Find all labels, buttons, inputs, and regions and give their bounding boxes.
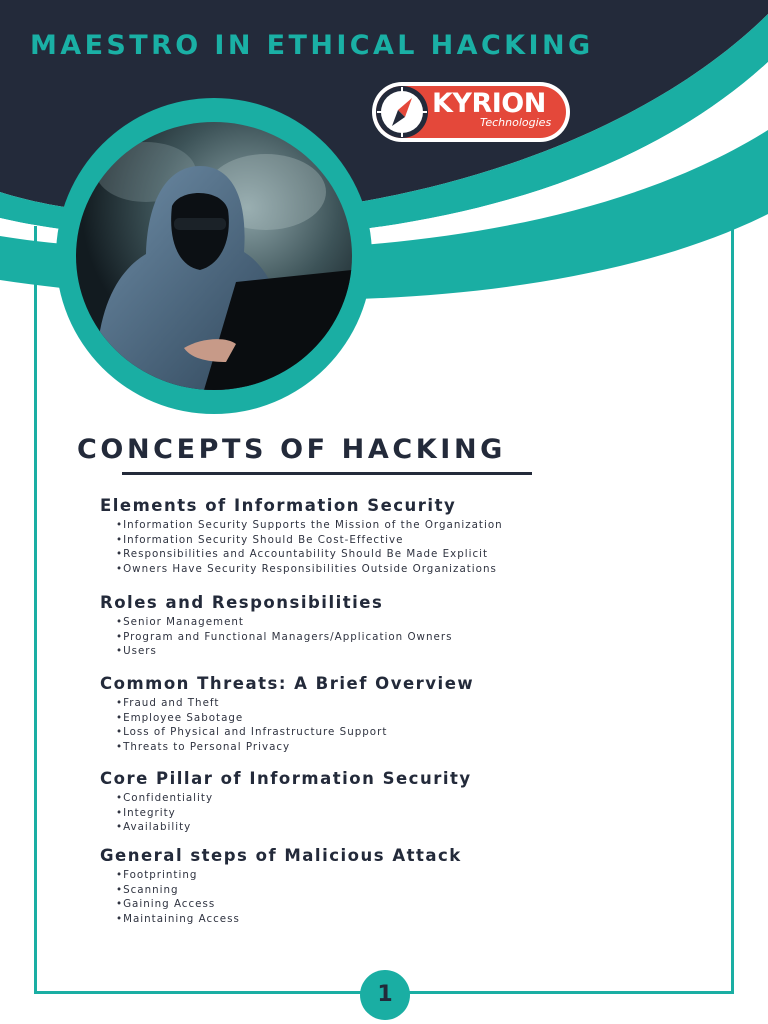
list-item: •Integrity bbox=[116, 806, 176, 819]
kyrion-logo bbox=[372, 82, 570, 142]
section-common-threats bbox=[100, 674, 474, 754]
list-item: •Confidentiality bbox=[116, 792, 214, 804]
logo-tagline: Technologies bbox=[480, 116, 552, 129]
list-item: •Scanning bbox=[116, 883, 179, 896]
list-item: •Maintaining Access bbox=[116, 912, 240, 925]
page-number-badge: 1 bbox=[360, 970, 410, 1020]
list-item: •Information Security Should Be Cost-Effective bbox=[116, 533, 404, 546]
list-item: •Availability bbox=[116, 821, 192, 834]
section-heading: CONCEPTS OF HACKING bbox=[77, 434, 506, 465]
heading-underline bbox=[122, 472, 532, 475]
section-title: Core Pillar of Information Security bbox=[100, 769, 472, 788]
list-item: •Gaining Access bbox=[116, 898, 216, 911]
list-item: •Threats to Personal Privacy bbox=[116, 740, 291, 753]
list-item: •Program and Functional Managers/Application Owners bbox=[116, 630, 453, 643]
section-title: Elements of Information Security bbox=[100, 496, 457, 515]
section-elements-of-information-security bbox=[100, 496, 503, 576]
compass-icon bbox=[374, 84, 430, 140]
section-title: General steps of Malicious Attack bbox=[100, 846, 462, 865]
list-item: •Fraud and Theft bbox=[116, 697, 220, 709]
section-title: Common Threats: A Brief Overview bbox=[100, 674, 475, 693]
section-title: Roles and Responsibilities bbox=[100, 593, 384, 612]
section-general-steps-of-malicious-attack bbox=[100, 846, 462, 926]
page-title: MAESTRO IN ETHICAL HACKING bbox=[30, 30, 594, 61]
list-item: •Loss of Physical and Infrastructure Support bbox=[116, 726, 388, 739]
list-item: •Owners Have Security Responsibilities Outside Organizations bbox=[116, 562, 497, 575]
hooded-hacker-photo bbox=[76, 122, 352, 390]
section-roles-and-responsibilities bbox=[100, 593, 452, 659]
section-core-pillar bbox=[100, 769, 472, 835]
logo-wordmark: KYRION bbox=[432, 88, 546, 119]
list-item: •Information Security Supports the Mission of the Organization bbox=[116, 519, 503, 531]
list-item: •Footprinting bbox=[116, 869, 198, 881]
list-item: •Responsibilities and Accountability Should Be Made Explicit bbox=[116, 548, 489, 561]
list-item: •Employee Sabotage bbox=[116, 711, 244, 724]
list-item: •Senior Management bbox=[116, 616, 244, 628]
list-item: •Users bbox=[116, 645, 157, 658]
